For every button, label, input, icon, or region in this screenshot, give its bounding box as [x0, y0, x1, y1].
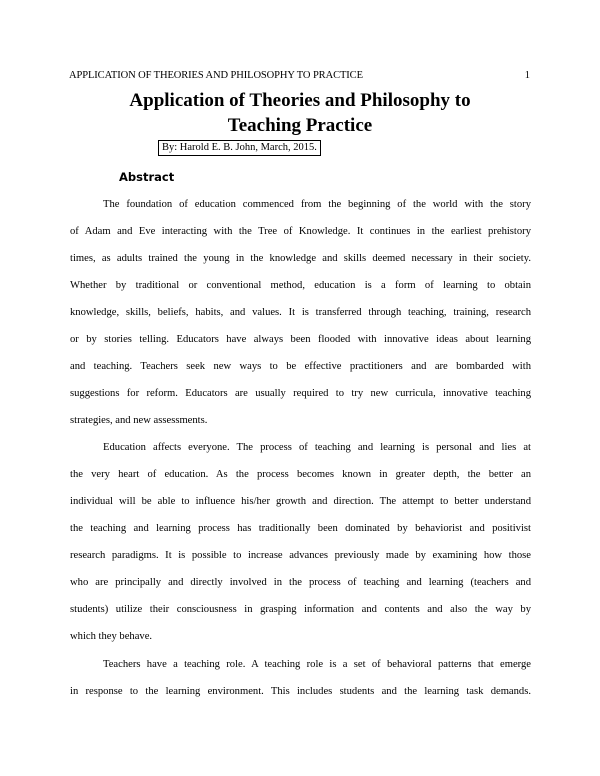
- author-byline: By: Harold E. B. John, March, 2015.: [158, 140, 321, 156]
- paragraph-1-line: suggestions for reform. Educators are usually required to try new curricula, innovative teaching: [70, 388, 531, 399]
- paragraph-2-line: which they behave.: [70, 631, 153, 642]
- paragraph-2-line: individual will be able to influence his/her growth and direction. The attempt to better understand: [70, 496, 531, 507]
- paragraph-1-line: or by stories telling. Educators have always been flooded with innovative ideas about learning: [70, 334, 531, 345]
- paragraph-1-line: and teaching. Teachers seek new ways to be effective practitioners and are bombarded with: [70, 361, 531, 372]
- running-head: APPLICATION OF THEORIES AND PHILOSOPHY TO PRACTICE: [69, 70, 363, 81]
- paragraph-1-line: times, as adults trained the young in the knowledge and skills deemed necessary in their society.: [70, 253, 531, 264]
- title-line-2: Teaching Practice: [227, 115, 373, 136]
- paragraph-2-line: the very heart of education. As the process becomes known in greater depth, the better an: [70, 469, 531, 480]
- paragraph-2-line: Education affects everyone. The process of teaching and learning is personal and lies at: [103, 442, 531, 453]
- paragraph-3-line: in response to the learning environment. This includes students and the learning task demands.: [70, 686, 531, 697]
- paragraph-2-line: who are principally and directly involved in the process of teaching and learning (teachers and: [70, 577, 531, 588]
- document-title: [60, 88, 540, 138]
- paragraph-2-line: the teaching and learning process has traditionally been dominated by behaviorist and positivist: [70, 523, 531, 534]
- paragraph-1-line: Whether by traditional or conventional method, education is a form of learning to obtain: [70, 280, 531, 291]
- paragraph-1-line: of Adam and Eve interacting with the Tree of Knowledge. It continues in the earliest prehistory: [70, 226, 531, 237]
- paragraph-1-line: strategies, and new assessments.: [70, 415, 208, 426]
- paragraph-2-line: research paradigms. It is possible to increase advances previously made by examining how those: [70, 550, 531, 561]
- title-line-1: Application of Theories and Philosophy to: [129, 90, 471, 111]
- paragraph-3-line: Teachers have a teaching role. A teaching role is a set of behavioral patterns that emerge: [103, 659, 531, 670]
- paragraph-1-line: The foundation of education commenced from the beginning of the world with the story: [103, 199, 531, 210]
- paragraph-2-line: students) utilize their consciousness in grasping information and contents and also the way by: [70, 604, 531, 615]
- page-number: 1: [524, 70, 530, 81]
- abstract-heading: Abstract: [119, 170, 175, 184]
- paragraph-1-line: knowledge, skills, beliefs, habits, and values. It is transferred through teaching, training, research: [70, 307, 531, 318]
